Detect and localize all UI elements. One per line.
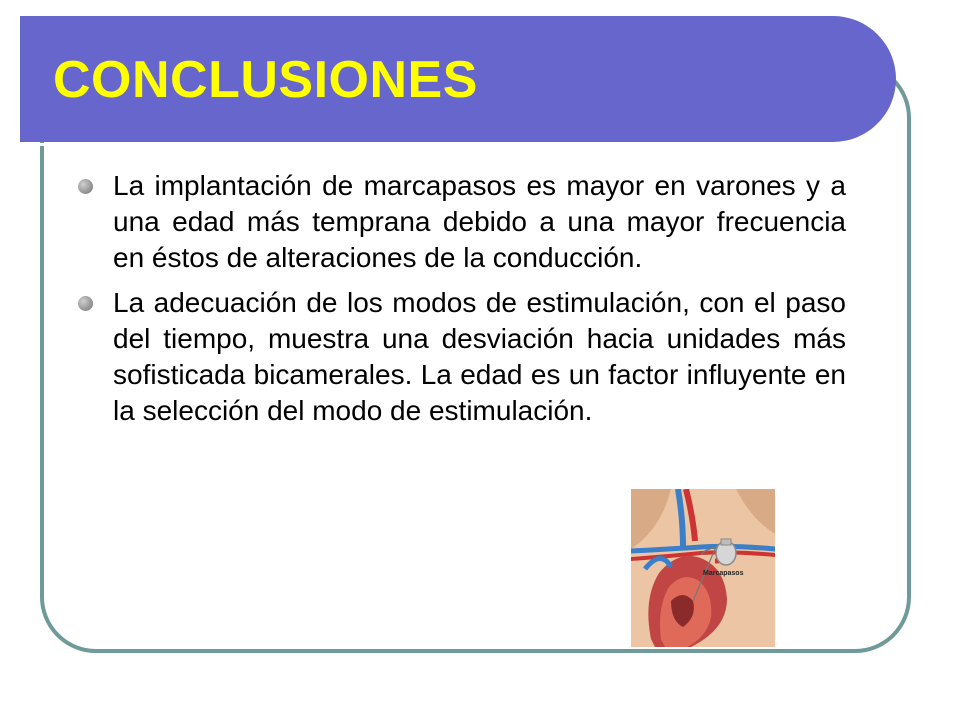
bullet-text: La implantación de marcapasos es mayor en varones y a una edad más temprana debido a una mayor frecuencia en éstos de alteraciones de la conducción.: [113, 170, 846, 273]
title-underline: [40, 143, 869, 146]
title-bar: [20, 16, 896, 142]
slide-title: CONCLUSIONES: [53, 51, 478, 109]
bullet-list: [76, 168, 846, 438]
bullet-dot-icon: [78, 179, 93, 194]
bullet-text: La adecuación de los modos de estimulación, con el paso del tiempo, muestra una desviación hacia unidades más sofisticada bicamerales. La edad es un factor influyente en la selección del modo de estimulación.: [113, 287, 846, 426]
pacemaker-label: Marcapasos: [703, 570, 744, 577]
bullet-item: [76, 168, 846, 276]
pacemaker-illustration: [631, 489, 775, 647]
bullet-item: [76, 285, 846, 429]
pacemaker-heart-image: [631, 489, 775, 647]
bullet-dot-icon: [78, 296, 93, 311]
